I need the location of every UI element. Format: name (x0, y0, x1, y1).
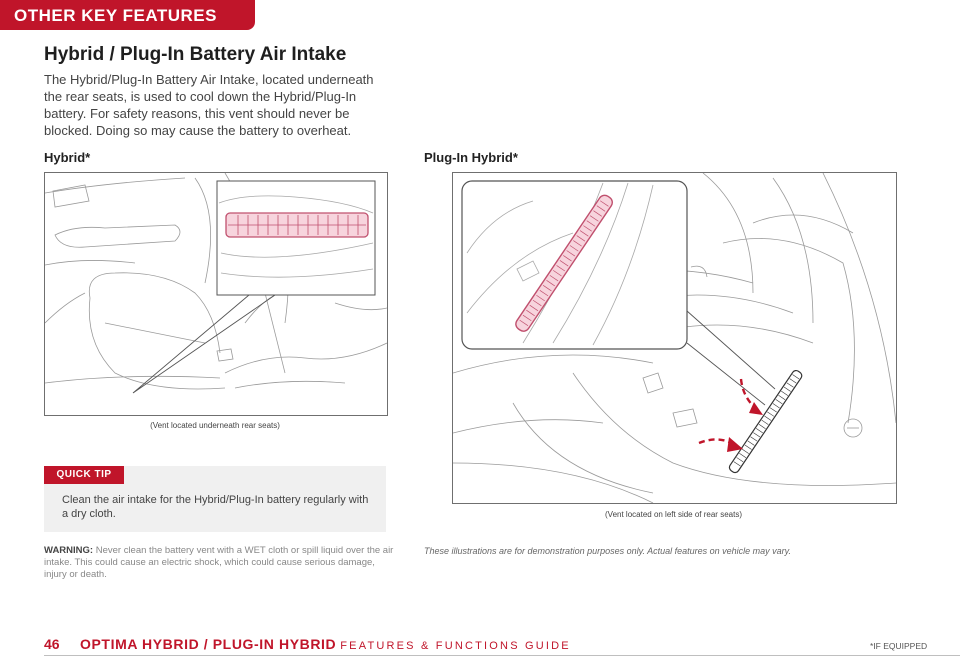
plugin-hybrid-caption: (Vent located on left side of rear seats) (605, 510, 742, 519)
intro-paragraph: The Hybrid/Plug-In Battery Air Intake, located underneath the rear seats, is used to cool down the Hybrid/Plug-In battery. For safety reasons, this vent should never be blocked. Doing so may cause the battery to overheat. (44, 72, 374, 138)
warning-text: Never clean the battery vent with a WET cloth or spill liquid over the air intake. This could cause an electric shock, which could cause serious damage, injury or death. (44, 545, 394, 580)
callout-pointer (133, 295, 275, 393)
seatbelt-buckle-icon (844, 419, 862, 437)
if-equipped-note: *IF EQUIPPED (870, 641, 928, 651)
page-number: 46 (44, 636, 60, 652)
section-tab: OTHER KEY FEATURES (0, 0, 255, 30)
hybrid-heading: Hybrid* (44, 150, 91, 165)
guide-subtitle: FEATURES & FUNCTIONS GUIDE (340, 640, 571, 652)
plugin-hybrid-illustration (452, 172, 897, 504)
quick-tip-text: Clean the air intake for the Hybrid/Plug-In battery regularly with a dry cloth. (62, 494, 369, 520)
hybrid-caption: (Vent located underneath rear seats) (150, 421, 280, 430)
warning-note (44, 545, 394, 581)
airflow-arrow-icon (699, 437, 743, 452)
page-title: Hybrid / Plug-In Battery Air Intake (44, 44, 347, 65)
plugin-hybrid-heading: Plug-In Hybrid* (424, 150, 518, 165)
guide-title (80, 636, 571, 652)
air-intake-vent-icon (226, 213, 368, 237)
zoom-inset (462, 181, 687, 349)
warning-label: WARNING: (44, 545, 94, 556)
quick-tip-label: QUICK TIP (44, 466, 124, 484)
airflow-arrow-icon (741, 379, 763, 415)
illustration-disclaimer: These illustrations are for demonstration purposes only. Actual features on vehicle may vary. (424, 546, 792, 556)
footer-divider (44, 655, 960, 656)
zoom-inset (217, 181, 375, 295)
hybrid-illustration (44, 172, 388, 416)
guide-model: OPTIMA HYBRID / PLUG-IN HYBRID (80, 636, 337, 652)
rear-door-drawing (45, 173, 241, 323)
